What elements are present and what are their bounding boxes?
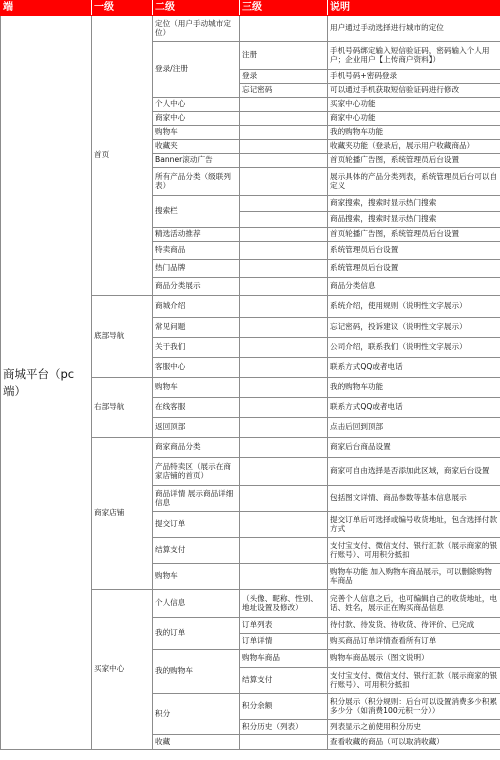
level2-cell: 积分 <box>153 694 240 735</box>
level3-cell <box>240 318 328 338</box>
level3-cell <box>240 486 328 512</box>
description-cell: 完善个人信息之后，也可编辑自己的收货地址，电话、姓名，展示正在购买商品信息 <box>328 590 500 618</box>
description-cell: 我的购物车功能 <box>328 126 500 140</box>
level2-cell: 常见问题 <box>153 318 240 338</box>
description-cell: 忘记密码，投诉建议（说明性文字展示） <box>328 318 500 338</box>
description-cell: 购买商品订单详情查看所有订单 <box>328 634 500 650</box>
level3-cell: 订单详情 <box>240 634 328 650</box>
level3-cell: 登录 <box>240 70 328 84</box>
header-cell-description: 说明 <box>328 1 500 16</box>
level3-cell: 结算支付 <box>240 668 328 694</box>
description-cell: 点击后回到顶部 <box>328 418 500 438</box>
level3-cell <box>240 538 328 564</box>
level2-cell: 商城介绍 <box>153 296 240 318</box>
level3-cell <box>240 260 328 278</box>
level3-cell <box>240 112 328 126</box>
description-cell: 待付款、待发货、待收货、待评价、已完成 <box>328 618 500 634</box>
level2-cell: Banner滚动广告 <box>153 154 240 168</box>
description-cell: 商家可自由选择是否添加此区域，商家后台设置 <box>328 458 500 486</box>
level3-cell <box>240 168 328 196</box>
level3-cell <box>240 154 328 168</box>
level3-cell: 忘记密码 <box>240 84 328 98</box>
description-cell: 我的购物车功能 <box>328 378 500 398</box>
level2-cell: 结算支付 <box>153 538 240 564</box>
level3-cell <box>240 242 328 260</box>
description-cell: 可以通过手机获取短信验证码进行修改 <box>328 84 500 98</box>
description-cell: 系统管理员后台设置 <box>328 260 500 278</box>
level2-cell: 我的订单 <box>153 618 240 650</box>
description-cell: 列表显示之前使用积分历史 <box>328 720 500 735</box>
level2-cell: 收藏夹 <box>153 140 240 154</box>
level2-cell: 客服中心 <box>153 358 240 378</box>
header-cell-level3: 三级 <box>240 1 328 16</box>
level2-cell: 收藏 <box>153 735 240 750</box>
description-cell: 用户通过手动选择进行城市的定位 <box>328 16 500 42</box>
platform-cell: 商城平台（pc端） <box>1 16 92 750</box>
level3-cell <box>240 278 328 296</box>
level2-cell: 提交订单 <box>153 512 240 538</box>
level1-cell: 首页 <box>92 16 153 296</box>
description-cell: 联系方式QQ或者电话 <box>328 358 500 378</box>
description-cell: 手机号码+密码登录 <box>328 70 500 84</box>
header-cell-platform: 端 <box>1 1 92 16</box>
level2-cell: 返回顶部 <box>153 418 240 438</box>
description-cell: 系统介绍，使用规则（说明性文字展示） <box>328 296 500 318</box>
level3-cell: （头像、昵称、性别、地址设置及修改） <box>240 590 328 618</box>
level3-cell <box>240 338 328 358</box>
level2-cell: 购物车 <box>153 126 240 140</box>
level3-cell <box>240 296 328 318</box>
level2-cell: 在线客服 <box>153 398 240 418</box>
level2-cell: 购物车 <box>153 564 240 590</box>
level3-cell <box>240 564 328 590</box>
description-cell: 买家中心功能 <box>328 98 500 112</box>
header-row <box>1 1 500 16</box>
level3-cell <box>240 418 328 438</box>
level2-cell: 特卖商品 <box>153 242 240 260</box>
level3-cell <box>240 98 328 112</box>
level1-cell: 右部导航 <box>92 378 153 438</box>
description-cell: 提交订单后可选择或编号收货地址，包含选择付款方式 <box>328 512 500 538</box>
level2-cell: 商品详情 展示商品详细信息 <box>153 486 240 512</box>
level1-cell: 商家店铺 <box>92 438 153 590</box>
level2-cell: 登录/注册 <box>153 42 240 98</box>
header-cell-level1: 一级 <box>92 1 153 16</box>
description-cell: 支付宝支付、微信支付、银行汇款（展示商家的银行账号）、可用积分抵扣 <box>328 668 500 694</box>
level3-cell <box>240 438 328 458</box>
level3-cell: 购物车商品 <box>240 650 328 668</box>
level3-cell <box>240 126 328 140</box>
description-cell: 商品搜索，搜索时显示热门搜索 <box>328 212 500 228</box>
description-cell: 首页轮播广告图，系统管理员后台设置 <box>328 154 500 168</box>
level3-cell <box>240 512 328 538</box>
level3-cell <box>240 735 328 750</box>
level3-cell: 注册 <box>240 42 328 70</box>
level2-cell: 精选活动推荐 <box>153 228 240 242</box>
level2-cell: 热门品牌 <box>153 260 240 278</box>
description-cell: 首页轮播广告图，系统管理员后台设置 <box>328 228 500 242</box>
level2-cell: 购物车 <box>153 378 240 398</box>
level3-cell <box>240 196 328 212</box>
level3-cell: 积分余额 <box>240 694 328 720</box>
table-row <box>1 16 500 42</box>
level2-cell: 产品特卖区（展示在商家店铺的首页） <box>153 458 240 486</box>
description-cell: 系统管理员后台设置 <box>328 242 500 260</box>
level3-cell <box>240 140 328 154</box>
level3-cell <box>240 378 328 398</box>
level3-cell <box>240 358 328 378</box>
level3-cell <box>240 16 328 42</box>
description-cell: 积分展示（积分规则：后台可以设置消费多少积累多少分（如消费100元积一分）） <box>328 694 500 720</box>
level3-cell: 积分历史（列表） <box>240 720 328 735</box>
level2-cell: 我的购物车 <box>153 650 240 694</box>
level2-cell: 定位（用户手动城市定位） <box>153 16 240 42</box>
level3-cell <box>240 212 328 228</box>
level2-cell: 商品分类展示 <box>153 278 240 296</box>
description-cell: 商家搜索，搜索时显示热门搜索 <box>328 196 500 212</box>
level2-cell: 关于我们 <box>153 338 240 358</box>
level2-cell: 商家商品分类 <box>153 438 240 458</box>
level2-cell: 所有产品分类（级联列表） <box>153 168 240 196</box>
description-cell: 支付宝支付、微信支付、银行汇款（展示商家的银行账号）、可用积分抵扣 <box>328 538 500 564</box>
description-cell: 商家中心功能 <box>328 112 500 126</box>
level3-cell <box>240 228 328 242</box>
level3-cell <box>240 398 328 418</box>
header-cell-level2: 二级 <box>153 1 240 16</box>
level2-cell: 个人信息 <box>153 590 240 618</box>
level1-cell: 底部导航 <box>92 296 153 378</box>
description-cell: 手机号码绑定输入短信验证码，密码输入个人用户；企业用户【上传商户资料】） <box>328 42 500 70</box>
description-cell: 购物车商品展示（图文说明） <box>328 650 500 668</box>
description-cell: 公司介绍，联系我们（说明性文字展示） <box>328 338 500 358</box>
level2-cell: 个人中心 <box>153 98 240 112</box>
level3-cell: 订单列表 <box>240 618 328 634</box>
description-cell: 商家后台商品设置 <box>328 438 500 458</box>
description-cell: 包括图文详情、商品参数等基本信息展示 <box>328 486 500 512</box>
description-cell: 购物车功能 加入购物车商品展示，可以删除购物车商品 <box>328 564 500 590</box>
description-cell: 收藏夹功能（登录后，展示用户收藏商品） <box>328 140 500 154</box>
level1-cell: 买家中心 <box>92 590 153 750</box>
description-cell: 联系方式QQ或者电话 <box>328 398 500 418</box>
level3-cell <box>240 458 328 486</box>
description-cell: 查看收藏的商品（可以取消收藏） <box>328 735 500 750</box>
level2-cell: 商家中心 <box>153 112 240 126</box>
level2-cell: 搜索栏 <box>153 196 240 228</box>
description-cell: 展示具体的产品分类列表，系统管理员后台可以自定义 <box>328 168 500 196</box>
description-cell: 商品分类信息 <box>328 278 500 296</box>
